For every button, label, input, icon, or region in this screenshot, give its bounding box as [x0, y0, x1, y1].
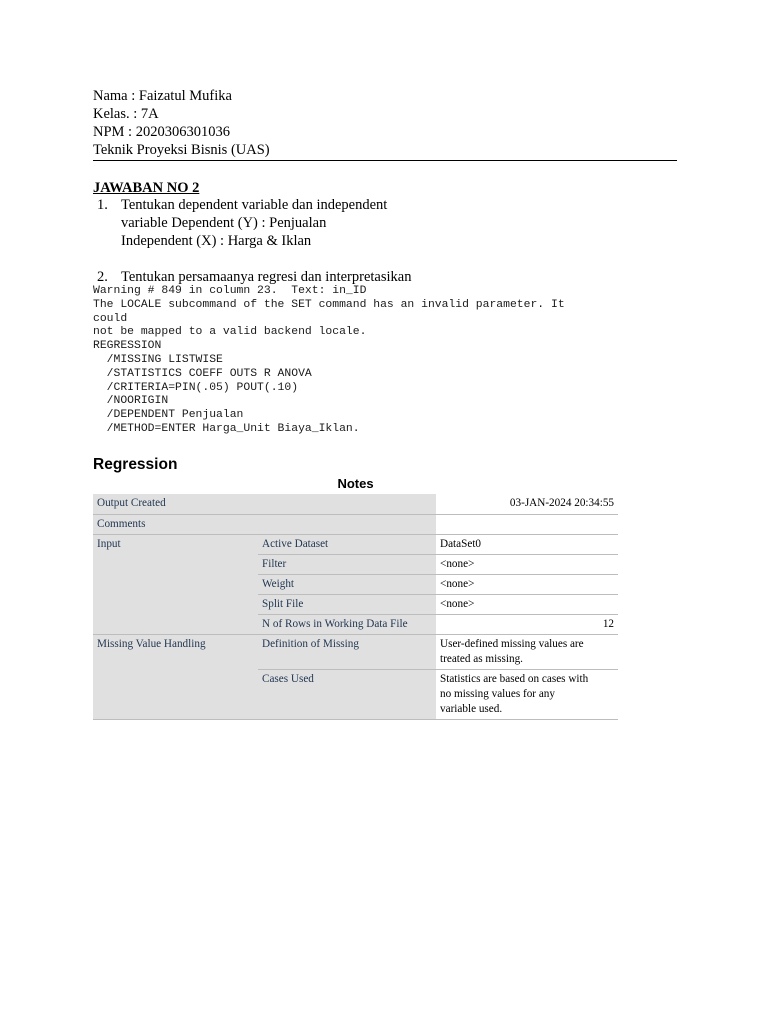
row-value-comments — [436, 514, 618, 534]
syntax-line: /METHOD=ENTER Harga_Unit Biaya_Iklan. — [93, 422, 360, 435]
student-npm: NPM : 2020306301036 — [93, 124, 230, 140]
table-row — [93, 514, 618, 534]
row-label-split-file: Split File — [258, 594, 436, 614]
syntax-line: Warning # 849 in column 23. Text: in_ID — [93, 285, 367, 297]
value-line: User-defined missing values are — [440, 637, 584, 650]
row-label-cases-used: Cases Used — [258, 669, 436, 719]
notes-table-title: Notes — [337, 476, 374, 491]
table-row — [93, 494, 618, 514]
table-row — [93, 534, 618, 554]
spss-syntax-log — [93, 285, 565, 437]
value-line: no missing values for any — [440, 687, 555, 700]
row-label-weight: Weight — [258, 574, 436, 594]
row-value-cases-used — [436, 669, 618, 719]
student-name: Nama : Faizatul Mufika — [93, 88, 232, 104]
list-item-2-text: Tentukan persamaanya regresi dan interpretasikan — [121, 269, 412, 285]
dependent-variable-line: variable Dependent (Y) : Penjualan — [121, 215, 327, 231]
header-divider — [93, 160, 677, 161]
row-value-weight: <none> — [436, 574, 618, 594]
value-line: Statistics are based on cases with — [440, 672, 589, 685]
syntax-line: /MISSING LISTWISE — [93, 353, 223, 366]
row-label-active-dataset: Active Dataset — [258, 534, 436, 554]
list-item-1 — [97, 196, 387, 214]
row-value-output-created: 03-JAN-2024 20:34:55 — [436, 494, 618, 514]
list-item-2 — [97, 268, 411, 286]
row-label-filter: Filter — [258, 554, 436, 574]
value-line: treated as missing. — [440, 652, 523, 665]
syntax-line: The LOCALE subcommand of the SET command has an invalid parameter. It — [93, 298, 565, 311]
answer-title: JAWABAN NO 2 — [93, 180, 200, 196]
syntax-line: REGRESSION — [93, 340, 162, 353]
syntax-line: not be mapped to a valid backend locale. — [93, 326, 367, 339]
syntax-line: /STATISTICS COEFF OUTS R ANOVA — [93, 367, 312, 380]
row-label-output-created: Output Created — [93, 494, 436, 514]
notes-table — [93, 494, 618, 720]
syntax-line: /NOORIGIN — [93, 395, 169, 408]
row-value-active-dataset: DataSet0 — [436, 534, 618, 554]
row-group-label-input: Input — [93, 534, 258, 634]
student-header — [93, 87, 677, 159]
list-item-2-number: 2. — [97, 269, 108, 285]
independent-variable-line: Independent (X) : Harga & Iklan — [121, 233, 312, 249]
row-value-split-file: <none> — [436, 594, 618, 614]
row-group-label-missing: Missing Value Handling — [93, 634, 258, 719]
row-value-definition-of-missing — [436, 634, 618, 669]
syntax-line: /CRITERIA=PIN(.05) POUT(.10) — [93, 381, 299, 394]
table-row — [93, 634, 618, 669]
regression-section-title: Regression — [93, 456, 178, 473]
course-title: Teknik Proyeksi Bisnis (UAS) — [93, 142, 270, 158]
row-label-n-rows: N of Rows in Working Data File — [258, 614, 436, 634]
row-label-comments: Comments — [93, 514, 436, 534]
value-line: variable used. — [440, 702, 503, 715]
student-class: Kelas. : 7A — [93, 106, 159, 122]
row-value-n-rows: 12 — [436, 614, 618, 634]
syntax-line: /DEPENDENT Penjualan — [93, 409, 244, 422]
list-item-1-text: Tentukan dependent variable dan independent — [121, 197, 388, 213]
row-label-definition-of-missing: Definition of Missing — [258, 634, 436, 669]
syntax-line: could — [93, 312, 128, 325]
list-item-1-number: 1. — [97, 197, 108, 213]
row-value-filter: <none> — [436, 554, 618, 574]
